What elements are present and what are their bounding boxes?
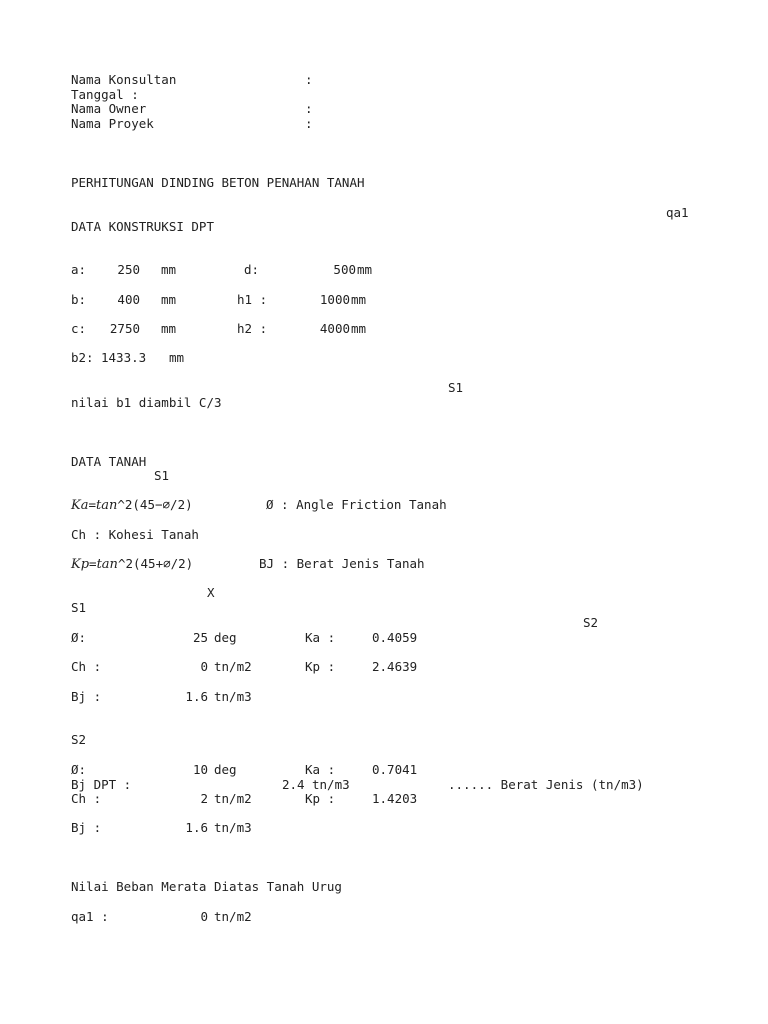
s2-label: S2 [71, 732, 87, 747]
b-value: 400 [117, 292, 140, 307]
qa1-value: 0 [200, 909, 208, 924]
s1-bj-unit: tn/m3 [214, 689, 252, 704]
s2-phi-label: Ø: [71, 762, 87, 777]
nama-konsultan-colon: : [305, 72, 313, 87]
qa1-label: qa1 : [71, 909, 109, 924]
document-title: PERHITUNGAN DINDING BETON PENAHAN TANAH [71, 175, 365, 190]
s1-phi-value: 25 [192, 630, 208, 645]
bj-dpt-note: ...... Berat Jenis (tn/m3) [448, 777, 644, 792]
s1-ch-value: 0 [200, 659, 208, 674]
s2-ch-label: Ch : [71, 791, 102, 806]
konstruksi-heading: DATA KONSTRUKSI DPT [71, 219, 214, 234]
tanggal-label: Tanggal : [71, 87, 139, 102]
d-value: 500 [333, 262, 356, 277]
ch-description: Ch : Kohesi Tanah [71, 527, 199, 542]
h2-label: h2 : [237, 321, 268, 336]
h1-unit: mm [351, 292, 367, 307]
c-value: 2750 [109, 321, 140, 336]
b2-label: b2: [71, 350, 94, 365]
b-label: b: [71, 292, 87, 307]
b-unit: mm [161, 292, 177, 307]
s1-phi-unit: deg [214, 630, 237, 645]
s1-bj-value: 1.6 [185, 689, 208, 704]
diagram-label-qa1: qa1 [666, 205, 689, 220]
d-unit: mm [357, 262, 373, 277]
h2-unit: mm [351, 321, 367, 336]
ka-formula-rest: ^2(45−∅/2) [117, 497, 193, 512]
nama-owner-label: Nama Owner [71, 101, 147, 116]
ka-formula-fn: tan [96, 498, 118, 513]
ka-formula-eq: = [88, 497, 96, 512]
bj-dpt-label: Bj DPT : [71, 777, 132, 792]
b2-unit: mm [169, 350, 185, 365]
s2-phi-value: 10 [192, 762, 208, 777]
phi-description: Ø : Angle Friction Tanah [266, 497, 447, 512]
bj-dpt-value: 2.4 [282, 777, 305, 792]
s1-ka-label: Ka : [305, 630, 336, 645]
s2-bj-unit: tn/m3 [214, 820, 252, 835]
kp-formula [71, 556, 193, 571]
a-label: a: [71, 262, 87, 277]
nama-konsultan-label: Nama Konsultan [71, 72, 177, 87]
a-unit: mm [161, 262, 177, 277]
kp-formula-eq: = [89, 556, 97, 571]
nama-proyek-colon: : [305, 116, 313, 131]
diagram-label-x: X [207, 585, 215, 600]
s1-phi-label: Ø: [71, 630, 87, 645]
nama-owner-colon: : [305, 101, 313, 116]
kp-formula-var: Kp [71, 557, 90, 572]
d-label: d: [244, 262, 260, 277]
beban-heading: Nilai Beban Merata Diatas Tanah Urug [71, 879, 342, 894]
h1-label: h1 : [237, 292, 268, 307]
diagram-label-s2: S2 [583, 615, 599, 630]
s1-ch-unit: tn/m2 [214, 659, 252, 674]
kp-formula-fn: tan [96, 557, 118, 572]
s1-ka-value: 0.4059 [372, 630, 418, 645]
s2-ch-value: 2 [200, 791, 208, 806]
s2-ch-unit: tn/m2 [214, 791, 252, 806]
s1-ch-label: Ch : [71, 659, 102, 674]
kp-formula-rest: ^2(45+∅/2) [117, 556, 194, 571]
s2-kp-value: 1.4203 [372, 791, 418, 806]
nama-proyek-label: Nama Proyek [71, 116, 154, 131]
diagram-label-s1: S1 [71, 600, 87, 615]
qa1-unit: tn/m2 [214, 909, 252, 924]
s2-ka-value: 0.7041 [372, 762, 418, 777]
diagram-label-s1: S1 [154, 468, 170, 483]
c-label: c: [71, 321, 87, 336]
s1-kp-value: 2.4639 [372, 659, 418, 674]
s1-kp-label: Kp : [305, 659, 336, 674]
s2-ka-label: Ka : [305, 762, 336, 777]
diagram-label-s1: S1 [448, 380, 464, 395]
h2-value: 4000 [319, 321, 350, 336]
c-unit: mm [161, 321, 177, 336]
h1-value: 1000 [319, 292, 350, 307]
s2-bj-value: 1.6 [185, 820, 208, 835]
s1-bj-label: Bj : [71, 689, 102, 704]
ka-formula [71, 497, 193, 512]
b1-note: nilai b1 diambil C/3 [71, 395, 222, 410]
bj-dpt-unit: tn/m3 [312, 777, 350, 792]
s2-bj-label: Bj : [71, 820, 102, 835]
b2-value: 1433.3 [101, 350, 147, 365]
s2-kp-label: Kp : [305, 791, 336, 806]
tanah-heading: DATA TANAH [71, 454, 147, 469]
a-value: 250 [117, 262, 140, 277]
s2-phi-unit: deg [214, 762, 237, 777]
bj-description: BJ : Berat Jenis Tanah [259, 556, 425, 571]
ka-formula-var: Ka [71, 498, 89, 513]
